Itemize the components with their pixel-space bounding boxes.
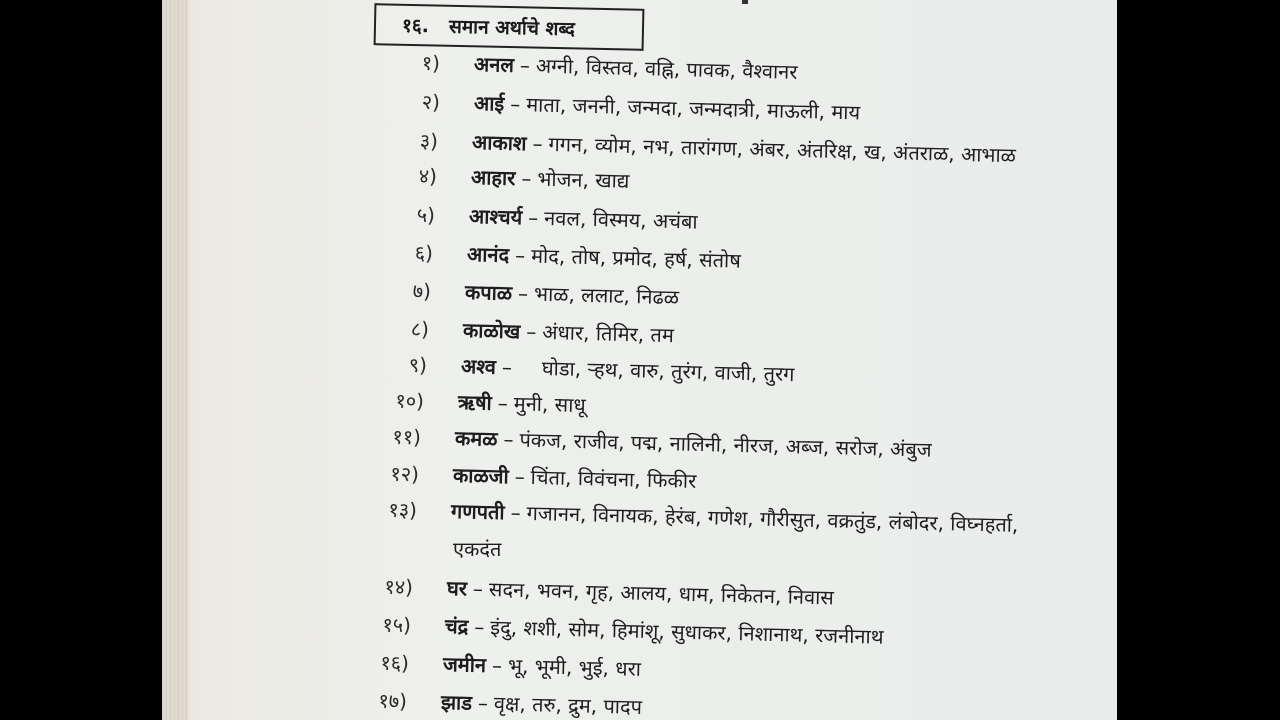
entry-number: ५) — [416, 202, 436, 228]
entry-number: ३) — [419, 128, 439, 154]
entry-synonyms: सदन, भवन, गृह, आलय, धाम, निकेतन, निवास — [488, 577, 835, 610]
entry-word: अश्व — [460, 354, 497, 379]
entry-synonyms: माता, जननी, जन्मदा, जन्मदात्री, माऊली, माय — [525, 92, 861, 125]
entry-synonyms: इंदु, शशी, सोम, हिमांशू, सुधाकर, निशानाथ, रजनीनाथ — [490, 615, 884, 649]
entry-6: ६) आनंद – मोद, तोष, प्रमोद, हर्ष, संतोष — [414, 240, 742, 273]
entry-15: १५) चंद्र – इंदु, शशी, सोम, हिमांशू, सुधाकर, निशानाथ, रजनीनाथ — [382, 612, 884, 649]
entry-1: १) अनल – अग्नी, विस्तव, वह्नि, पावक, वैश्वानर — [421, 50, 798, 84]
entry-13-continuation: एकदंत — [453, 537, 502, 561]
entry-synonyms: पंकज, राजीव, पद्म, नालिनी, नीरज, अब्ज, सरोज, अंबुज — [519, 427, 932, 462]
entry-word: आनंद — [466, 242, 510, 268]
entry-9: ९) अश्व – घोडा, ऱ्हथ, वारु, तुरंग, वाजी, तुरग — [408, 352, 795, 387]
entry-number: १) — [421, 50, 441, 76]
entry-word: आश्चर्य — [468, 204, 523, 230]
entry-word: झाड — [440, 690, 473, 715]
section-number: १६. — [401, 14, 430, 38]
entry-number: ९) — [408, 352, 428, 378]
entry-number: १३) — [388, 497, 418, 523]
entry-word: घर — [446, 576, 468, 601]
entry-16: १६) जमीन – भू, भूमी, भुई, धरा — [380, 650, 642, 681]
entry-synonyms: चिंता, विवंचना, फिकीर — [530, 464, 697, 493]
page-edge — [162, 0, 188, 720]
entry-word: आकाश — [471, 130, 527, 156]
entry-word: अनल — [473, 52, 515, 77]
entry-word: जमीन — [442, 652, 487, 678]
entry-10: १०) ऋषी – मुनी, साधू — [395, 388, 587, 418]
entry-number: ४) — [418, 163, 438, 189]
entry-synonyms: भोजन, खाद्य — [537, 166, 630, 193]
entry-number: ७) — [412, 278, 432, 304]
entry-number: १०) — [395, 388, 425, 414]
entry-word: ऋषी — [457, 390, 493, 415]
entry-7: ७) कपाळ – भाळ, ललाट, निढळ — [412, 278, 680, 310]
entry-14: १४) घर – सदन, भवन, गृह, आलय, धाम, निकेतन, निवास — [384, 574, 835, 610]
entry-number: ११) — [392, 424, 422, 450]
entry-17: १७) झाड – वृक्ष, तरु, द्रुम, पादप — [378, 688, 643, 719]
entry-number: १७) — [378, 688, 408, 714]
entry-number: २) — [421, 89, 441, 115]
entry-8: ८) काळोख – अंधार, तिमिर, तम — [410, 316, 675, 348]
entry-3: ३) आकाश – गगन, व्योम, नभ, तारांगण, अंबर, अंतरिक्ष, ख, अंतराळ, आभाळ — [419, 128, 1017, 168]
book-page — [162, 0, 1117, 720]
entry-word: काळजी — [452, 463, 510, 489]
entry-number: ८) — [410, 316, 430, 342]
entry-synonyms: मोद, तोष, प्रमोद, हर्ष, संतोष — [530, 243, 742, 273]
entry-number: ६) — [414, 240, 434, 266]
entry-word: कमळ — [454, 426, 498, 452]
entry-synonyms: मुनी, साधू — [513, 391, 587, 418]
entry-word: गणपती — [450, 499, 505, 525]
entry-11: ११) कमळ – पंकज, राजीव, पद्म, नालिनी, नीरज, अब्ज, सरोज, अंबुज — [392, 424, 932, 462]
entry-synonyms: वृक्ष, तरु, द्रुम, पादप — [493, 691, 643, 719]
entry-number: १२) — [390, 461, 420, 487]
entry-synonyms: अग्नी, विस्तव, वह्नि, पावक, वैश्वानर — [535, 53, 798, 84]
entry-5: ५) आश्चर्य – नवल, विस्मय, अचंबा — [416, 202, 698, 234]
entry-synonyms: भाळ, ललाट, निढळ — [533, 281, 680, 310]
entry-12: १२) काळजी – चिंता, विवंचना, फिकीर — [390, 461, 697, 493]
entry-number: १६) — [380, 650, 410, 676]
entry-4: ४) आहार – भोजन, खाद्य — [418, 163, 630, 193]
entry-2: २) आई – माता, जननी, जन्मदा, जन्मदात्री, माऊली, माय — [421, 89, 861, 125]
entry-synonyms: नवल, विस्मय, अचंबा — [543, 205, 698, 234]
entry-synonyms: घोडा, ऱ्हथ, वारु, तुरंग, वाजी, तुरग — [541, 355, 795, 387]
section-heading — [374, 3, 645, 51]
entry-word: कपाळ — [464, 280, 513, 306]
entry-number: १४) — [384, 574, 414, 600]
entry-word: आई — [473, 91, 505, 116]
entry-number: १५) — [382, 612, 412, 638]
entry-synonyms: अंधार, तिमिर, तम — [541, 319, 675, 348]
entry-synonyms: भू, भूमी, भुई, धरा — [507, 653, 642, 681]
entry-word: चंद्र — [444, 614, 469, 639]
entry-13: १३) गणपती – गजानन, विनायक, हेरंब, गणेश, गौरीसुत, वक्रतुंड, लंबोदर, विघ्नहर्ता, — [388, 497, 1019, 537]
entry-synonyms: गगन, व्योम, नभ, तारांगण, अंबर, अंतरिक्ष, ख, अंतराळ, आभाळ — [548, 131, 1017, 168]
entry-synonyms: गजानन, विनायक, हेरंब, गणेश, गौरीसुत, वक्रतुंड, लंबोदर, विघ्नहर्ता, — [526, 500, 1019, 537]
entry-word: काळोख — [462, 318, 521, 344]
section-title: समान अर्थाचे शब्द — [448, 15, 576, 41]
entry-word: आहार — [470, 165, 516, 191]
top-mark — [742, 0, 748, 4]
